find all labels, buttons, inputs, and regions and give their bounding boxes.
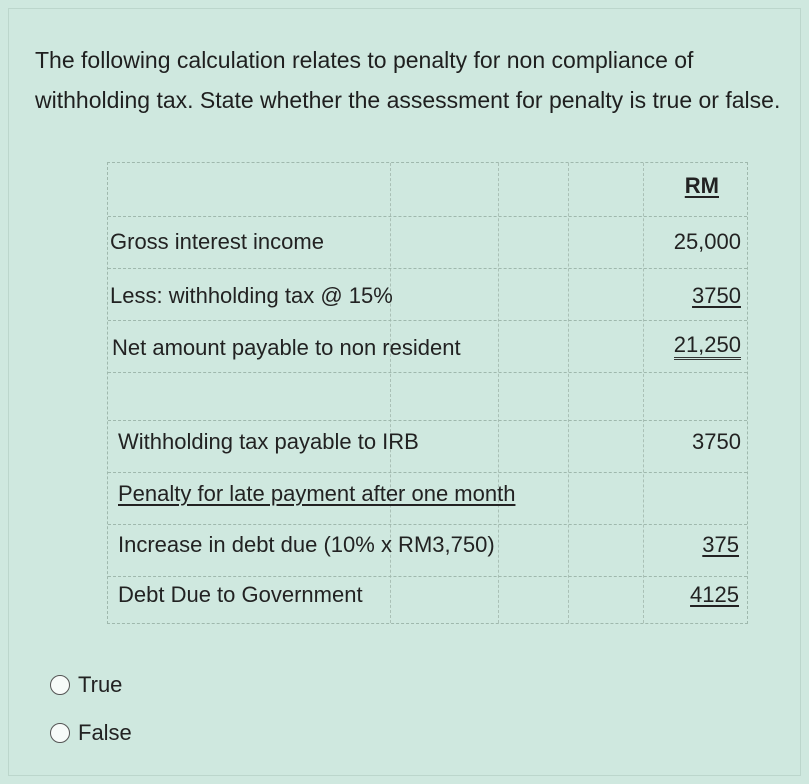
row-label: Withholding tax payable to IRB: [118, 429, 419, 454]
table-row: [108, 217, 747, 269]
radio-button[interactable]: [50, 723, 70, 743]
row-value: 375: [702, 532, 739, 557]
calculation-table: [107, 162, 748, 624]
row-label: Gross interest income: [110, 229, 324, 254]
table-row: [108, 525, 747, 577]
question-text: The following calculation relates to penalty for non compliance of withholding tax. State whether the assessment for penalty is true or false.: [35, 47, 781, 113]
option-false[interactable]: [50, 718, 132, 748]
row-value: 3750: [692, 429, 741, 454]
answer-options: [50, 670, 132, 766]
row-value: 4125: [690, 582, 739, 607]
row-label: Increase in debt due (10% x RM3,750): [118, 532, 495, 557]
table-header-row: [108, 163, 747, 217]
option-true[interactable]: [50, 670, 132, 700]
option-label: False: [78, 720, 132, 745]
row-label: Debt Due to Government: [118, 582, 363, 607]
row-label: Less: withholding tax @ 15%: [110, 283, 393, 308]
row-value: 25,000: [673, 229, 741, 254]
table-row: [108, 421, 747, 473]
table-row: [108, 321, 747, 373]
row-label: Net amount payable to non resident: [112, 335, 461, 360]
table-row: [108, 473, 747, 525]
option-label: True: [78, 672, 123, 697]
currency-header: RM: [684, 173, 719, 198]
table-row: [108, 577, 747, 625]
row-label: Penalty for late payment after one month: [118, 481, 516, 506]
row-value: 21,250: [674, 333, 741, 360]
table-row: [108, 269, 747, 321]
row-value: 3750: [692, 283, 741, 308]
table-row-empty: [108, 373, 747, 421]
radio-button[interactable]: [50, 675, 70, 695]
